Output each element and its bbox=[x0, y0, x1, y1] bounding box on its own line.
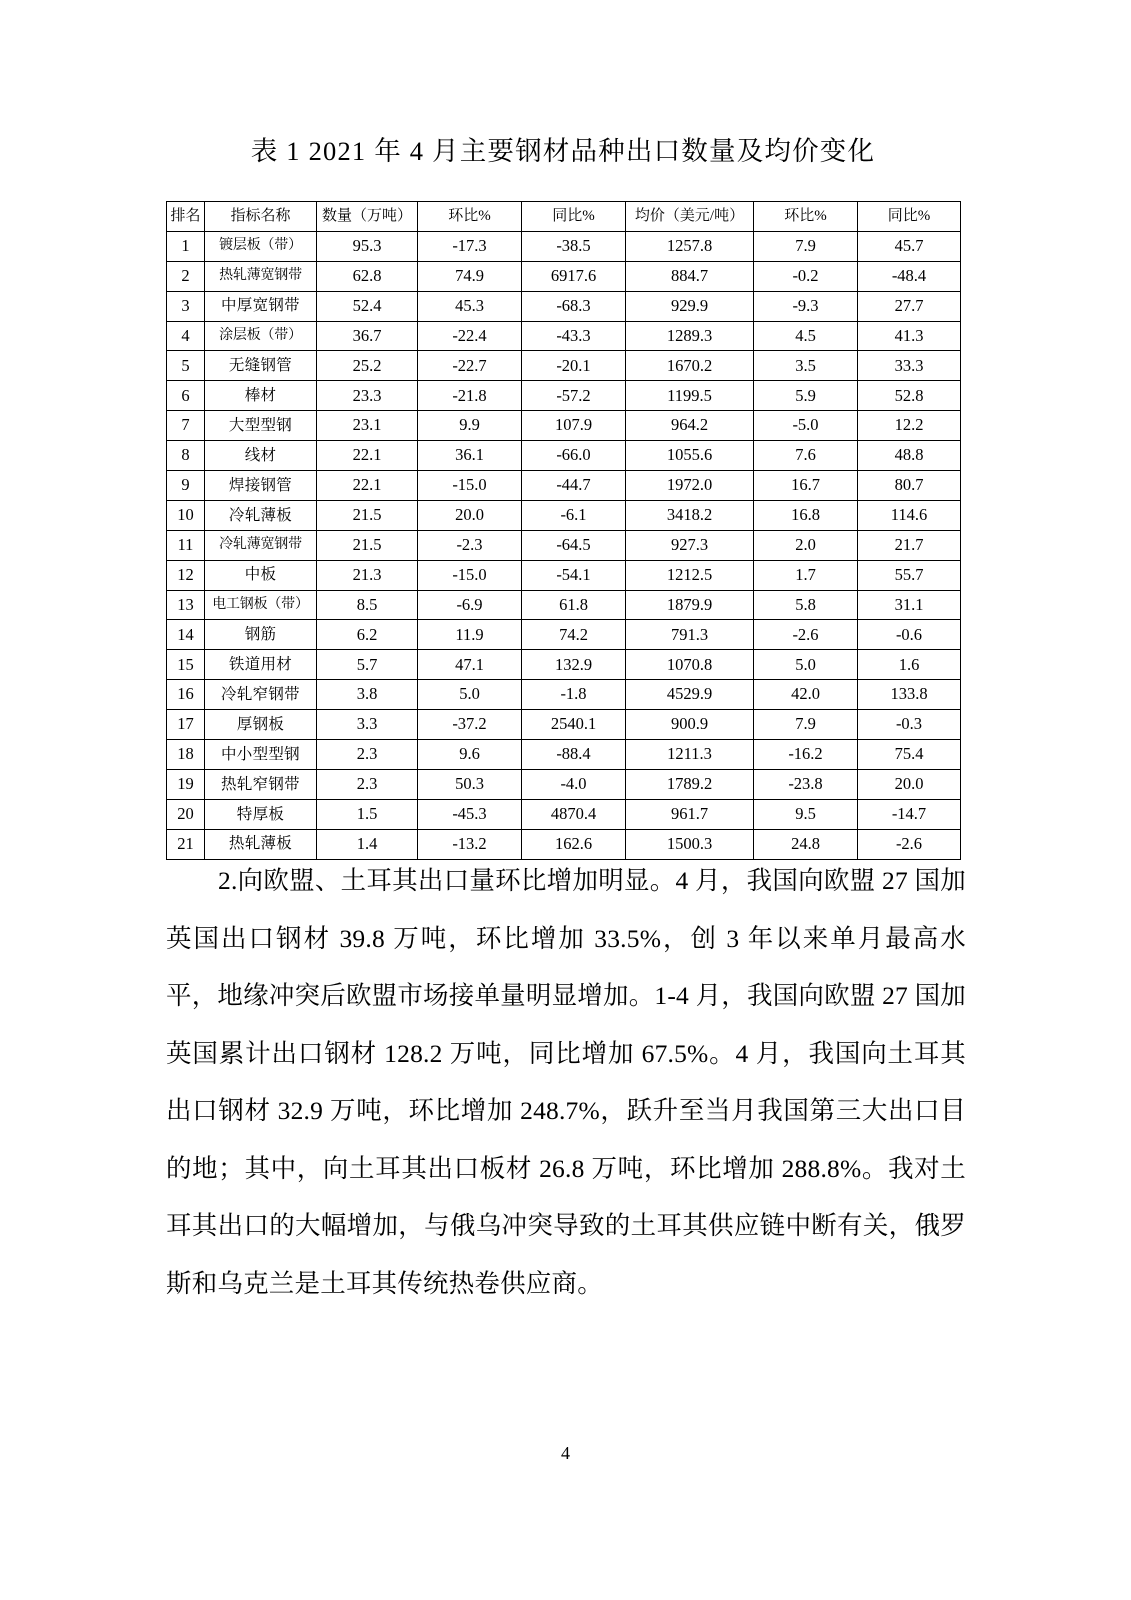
cell-price-yoy: 31.1 bbox=[858, 590, 961, 620]
cell-quantity-yoy: -20.1 bbox=[522, 351, 626, 381]
cell-quantity-mom: 9.9 bbox=[418, 411, 522, 441]
cell-quantity-mom: -37.2 bbox=[418, 710, 522, 740]
column-header-price: 均价（美元/吨） bbox=[626, 202, 754, 232]
cell-rank: 9 bbox=[167, 471, 205, 501]
table-row bbox=[167, 291, 961, 321]
cell-quantity-yoy: 4870.4 bbox=[522, 799, 626, 829]
table-row bbox=[167, 231, 961, 261]
cell-quantity-mom: -13.2 bbox=[418, 829, 522, 859]
cell-price-yoy: 55.7 bbox=[858, 560, 961, 590]
cell-product-name: 涂层板（带） bbox=[205, 321, 317, 351]
cell-quantity-mom: 45.3 bbox=[418, 291, 522, 321]
cell-price-mom: 4.5 bbox=[754, 321, 858, 351]
cell-rank: 3 bbox=[167, 291, 205, 321]
cell-price-yoy: -2.6 bbox=[858, 829, 961, 859]
cell-price: 4529.9 bbox=[626, 680, 754, 710]
table-row bbox=[167, 321, 961, 351]
cell-rank: 13 bbox=[167, 590, 205, 620]
cell-price: 1289.3 bbox=[626, 321, 754, 351]
cell-quantity-yoy: -68.3 bbox=[522, 291, 626, 321]
cell-quantity-mom: 11.9 bbox=[418, 620, 522, 650]
cell-quantity-yoy: -66.0 bbox=[522, 441, 626, 471]
cell-price-yoy: 114.6 bbox=[858, 500, 961, 530]
table-header-row bbox=[167, 202, 961, 232]
cell-quantity-mom: -21.8 bbox=[418, 381, 522, 411]
body-paragraph: 2.向欧盟、土耳其出口量环比增加明显。4 月，我国向欧盟 27 国加英国出口钢材 39.8 万吨，环比增加 33.5%，创 3 年以来单月最高水平，地缘冲突后欧盟市场接单量明显增加。1-4 月，我国向欧盟 27 国加英国累计出口钢材 128.2 万吨，同比增加 67.5%。4 月，我国向土耳其出口钢材 32.9 万吨，环比增加 248.7%，跃升至当月我国第三大出口目的地；其中，向土耳其出口板材 26.8 万吨，环比增加 288.8%。我对土耳其出口的大幅增加，与俄乌冲突导致的土耳其供应链中断有关，俄罗斯和乌克兰是土耳其传统热卷供应商。 bbox=[166, 866, 966, 1298]
column-header-name: 指标名称 bbox=[205, 202, 317, 232]
cell-quantity-yoy: -44.7 bbox=[522, 471, 626, 501]
table-row bbox=[167, 381, 961, 411]
cell-rank: 21 bbox=[167, 829, 205, 859]
cell-quantity-yoy: 6917.6 bbox=[522, 261, 626, 291]
cell-price-mom: 7.6 bbox=[754, 441, 858, 471]
column-header-qty-yoy: 同比% bbox=[522, 202, 626, 232]
cell-price-mom: 9.5 bbox=[754, 799, 858, 829]
cell-quantity-yoy: 162.6 bbox=[522, 829, 626, 859]
cell-product-name: 电工钢板（带） bbox=[205, 590, 317, 620]
cell-quantity-mom: -22.4 bbox=[418, 321, 522, 351]
cell-product-name: 棒材 bbox=[205, 381, 317, 411]
cell-quantity-mom: 5.0 bbox=[418, 680, 522, 710]
cell-price: 1879.9 bbox=[626, 590, 754, 620]
cell-product-name: 冷轧薄宽钢带 bbox=[205, 530, 317, 560]
cell-price-mom: 16.8 bbox=[754, 500, 858, 530]
cell-quantity: 25.2 bbox=[317, 351, 418, 381]
cell-rank: 16 bbox=[167, 680, 205, 710]
cell-product-name: 热轧薄宽钢带 bbox=[205, 261, 317, 291]
cell-rank: 20 bbox=[167, 799, 205, 829]
cell-quantity: 1.4 bbox=[317, 829, 418, 859]
cell-price: 1199.5 bbox=[626, 381, 754, 411]
cell-product-name: 大型型钢 bbox=[205, 411, 317, 441]
table-row bbox=[167, 740, 961, 770]
cell-price-yoy: -48.4 bbox=[858, 261, 961, 291]
cell-price-mom: 1.7 bbox=[754, 560, 858, 590]
cell-quantity: 95.3 bbox=[317, 231, 418, 261]
cell-product-name: 厚钢板 bbox=[205, 710, 317, 740]
table-row bbox=[167, 650, 961, 680]
cell-quantity: 21.5 bbox=[317, 500, 418, 530]
cell-rank: 8 bbox=[167, 441, 205, 471]
cell-quantity: 62.8 bbox=[317, 261, 418, 291]
cell-quantity-yoy: -38.5 bbox=[522, 231, 626, 261]
cell-quantity: 3.3 bbox=[317, 710, 418, 740]
cell-rank: 1 bbox=[167, 231, 205, 261]
cell-quantity-mom: 50.3 bbox=[418, 769, 522, 799]
cell-quantity-mom: 36.1 bbox=[418, 441, 522, 471]
cell-quantity-yoy: -43.3 bbox=[522, 321, 626, 351]
cell-price-yoy: 20.0 bbox=[858, 769, 961, 799]
cell-rank: 17 bbox=[167, 710, 205, 740]
cell-quantity-mom: 20.0 bbox=[418, 500, 522, 530]
cell-price-yoy: 12.2 bbox=[858, 411, 961, 441]
cell-rank: 10 bbox=[167, 500, 205, 530]
table-row bbox=[167, 590, 961, 620]
table-row bbox=[167, 560, 961, 590]
cell-rank: 2 bbox=[167, 261, 205, 291]
cell-rank: 7 bbox=[167, 411, 205, 441]
cell-quantity: 22.1 bbox=[317, 441, 418, 471]
table-row bbox=[167, 620, 961, 650]
cell-rank: 15 bbox=[167, 650, 205, 680]
cell-quantity-mom: -15.0 bbox=[418, 560, 522, 590]
cell-price-mom: 5.9 bbox=[754, 381, 858, 411]
cell-price: 964.2 bbox=[626, 411, 754, 441]
cell-product-name: 中板 bbox=[205, 560, 317, 590]
cell-quantity: 21.3 bbox=[317, 560, 418, 590]
cell-rank: 14 bbox=[167, 620, 205, 650]
cell-quantity: 36.7 bbox=[317, 321, 418, 351]
cell-price: 1212.5 bbox=[626, 560, 754, 590]
cell-rank: 6 bbox=[167, 381, 205, 411]
cell-price-mom: 5.0 bbox=[754, 650, 858, 680]
cell-rank: 12 bbox=[167, 560, 205, 590]
page-number: 4 bbox=[561, 1443, 570, 1463]
cell-quantity-yoy: -4.0 bbox=[522, 769, 626, 799]
cell-price-mom: -16.2 bbox=[754, 740, 858, 770]
cell-quantity: 22.1 bbox=[317, 471, 418, 501]
cell-product-name: 焊接钢管 bbox=[205, 471, 317, 501]
cell-quantity-yoy: -57.2 bbox=[522, 381, 626, 411]
cell-price-yoy: 33.3 bbox=[858, 351, 961, 381]
cell-product-name: 热轧薄板 bbox=[205, 829, 317, 859]
cell-price-yoy: 45.7 bbox=[858, 231, 961, 261]
table-row bbox=[167, 799, 961, 829]
table-caption: 表 1 2021 年 4 月主要钢材品种出口数量及均价变化 bbox=[250, 136, 876, 166]
cell-price: 1972.0 bbox=[626, 471, 754, 501]
cell-rank: 5 bbox=[167, 351, 205, 381]
cell-quantity: 8.5 bbox=[317, 590, 418, 620]
column-header-price-mom: 环比% bbox=[754, 202, 858, 232]
cell-quantity: 1.5 bbox=[317, 799, 418, 829]
cell-quantity: 21.5 bbox=[317, 530, 418, 560]
cell-price: 1070.8 bbox=[626, 650, 754, 680]
column-header-quantity: 数量（万吨） bbox=[317, 202, 418, 232]
cell-price: 791.3 bbox=[626, 620, 754, 650]
cell-price: 929.9 bbox=[626, 291, 754, 321]
cell-price-mom: 16.7 bbox=[754, 471, 858, 501]
cell-product-name: 特厚板 bbox=[205, 799, 317, 829]
cell-quantity-mom: -17.3 bbox=[418, 231, 522, 261]
cell-price: 884.7 bbox=[626, 261, 754, 291]
cell-quantity: 2.3 bbox=[317, 769, 418, 799]
cell-quantity-yoy: 74.2 bbox=[522, 620, 626, 650]
table-row bbox=[167, 411, 961, 441]
cell-price-mom: -23.8 bbox=[754, 769, 858, 799]
table-row bbox=[167, 530, 961, 560]
cell-price: 1500.3 bbox=[626, 829, 754, 859]
cell-price-yoy: -14.7 bbox=[858, 799, 961, 829]
cell-quantity-mom: -15.0 bbox=[418, 471, 522, 501]
cell-price-mom: -9.3 bbox=[754, 291, 858, 321]
table-row bbox=[167, 500, 961, 530]
cell-quantity-yoy: 61.8 bbox=[522, 590, 626, 620]
cell-quantity-mom: -2.3 bbox=[418, 530, 522, 560]
cell-product-name: 钢筋 bbox=[205, 620, 317, 650]
cell-price-yoy: 75.4 bbox=[858, 740, 961, 770]
cell-price-mom: -0.2 bbox=[754, 261, 858, 291]
cell-quantity-yoy: -64.5 bbox=[522, 530, 626, 560]
table-row bbox=[167, 680, 961, 710]
cell-price: 927.3 bbox=[626, 530, 754, 560]
cell-quantity-yoy: 2540.1 bbox=[522, 710, 626, 740]
cell-price-yoy: 27.7 bbox=[858, 291, 961, 321]
cell-price-mom: 24.8 bbox=[754, 829, 858, 859]
cell-rank: 19 bbox=[167, 769, 205, 799]
cell-price-yoy: 1.6 bbox=[858, 650, 961, 680]
cell-quantity-mom: 9.6 bbox=[418, 740, 522, 770]
cell-price-mom: 42.0 bbox=[754, 680, 858, 710]
cell-price-yoy: 21.7 bbox=[858, 530, 961, 560]
cell-quantity-mom: 74.9 bbox=[418, 261, 522, 291]
cell-product-name: 中小型型钢 bbox=[205, 740, 317, 770]
cell-rank: 18 bbox=[167, 740, 205, 770]
table-row bbox=[167, 471, 961, 501]
cell-price-yoy: 52.8 bbox=[858, 381, 961, 411]
cell-product-name: 中厚宽钢带 bbox=[205, 291, 317, 321]
cell-quantity-mom: -22.7 bbox=[418, 351, 522, 381]
cell-product-name: 热轧窄钢带 bbox=[205, 769, 317, 799]
cell-price-yoy: 133.8 bbox=[858, 680, 961, 710]
column-header-price-yoy: 同比% bbox=[858, 202, 961, 232]
cell-quantity-yoy: -88.4 bbox=[522, 740, 626, 770]
column-header-qty-mom: 环比% bbox=[418, 202, 522, 232]
cell-quantity: 5.7 bbox=[317, 650, 418, 680]
cell-quantity-yoy: -6.1 bbox=[522, 500, 626, 530]
cell-price-mom: 5.8 bbox=[754, 590, 858, 620]
cell-quantity-yoy: -54.1 bbox=[522, 560, 626, 590]
cell-product-name: 线材 bbox=[205, 441, 317, 471]
cell-quantity-yoy: -1.8 bbox=[522, 680, 626, 710]
cell-rank: 4 bbox=[167, 321, 205, 351]
cell-rank: 11 bbox=[167, 530, 205, 560]
cell-product-name: 铁道用材 bbox=[205, 650, 317, 680]
cell-price: 1670.2 bbox=[626, 351, 754, 381]
cell-price-yoy: -0.3 bbox=[858, 710, 961, 740]
cell-product-name: 无缝钢管 bbox=[205, 351, 317, 381]
cell-price-yoy: 48.8 bbox=[858, 441, 961, 471]
column-header-rank: 排名 bbox=[167, 202, 205, 232]
cell-price: 1055.6 bbox=[626, 441, 754, 471]
cell-quantity-mom: 47.1 bbox=[418, 650, 522, 680]
cell-price-yoy: -0.6 bbox=[858, 620, 961, 650]
table-row bbox=[167, 441, 961, 471]
cell-product-name: 冷轧窄钢带 bbox=[205, 680, 317, 710]
cell-quantity-yoy: 107.9 bbox=[522, 411, 626, 441]
cell-price-mom: -2.6 bbox=[754, 620, 858, 650]
cell-price: 1789.2 bbox=[626, 769, 754, 799]
cell-price-yoy: 80.7 bbox=[858, 471, 961, 501]
cell-quantity-yoy: 132.9 bbox=[522, 650, 626, 680]
cell-quantity: 3.8 bbox=[317, 680, 418, 710]
table-row bbox=[167, 261, 961, 291]
cell-product-name: 镀层板（带） bbox=[205, 231, 317, 261]
cell-price-mom: 7.9 bbox=[754, 231, 858, 261]
cell-price-mom: 7.9 bbox=[754, 710, 858, 740]
table-row bbox=[167, 710, 961, 740]
cell-product-name: 冷轧薄板 bbox=[205, 500, 317, 530]
cell-price-mom: 3.5 bbox=[754, 351, 858, 381]
cell-price-mom: -5.0 bbox=[754, 411, 858, 441]
cell-price: 3418.2 bbox=[626, 500, 754, 530]
table-row bbox=[167, 351, 961, 381]
cell-price-mom: 2.0 bbox=[754, 530, 858, 560]
cell-quantity-mom: -6.9 bbox=[418, 590, 522, 620]
steel-export-table bbox=[166, 201, 961, 860]
cell-price-yoy: 41.3 bbox=[858, 321, 961, 351]
cell-quantity: 52.4 bbox=[317, 291, 418, 321]
cell-price: 961.7 bbox=[626, 799, 754, 829]
cell-price: 1211.3 bbox=[626, 740, 754, 770]
cell-price: 1257.8 bbox=[626, 231, 754, 261]
cell-quantity: 2.3 bbox=[317, 740, 418, 770]
cell-quantity: 23.1 bbox=[317, 411, 418, 441]
table-row bbox=[167, 769, 961, 799]
cell-quantity: 23.3 bbox=[317, 381, 418, 411]
cell-price: 900.9 bbox=[626, 710, 754, 740]
cell-quantity: 6.2 bbox=[317, 620, 418, 650]
cell-quantity-mom: -45.3 bbox=[418, 799, 522, 829]
